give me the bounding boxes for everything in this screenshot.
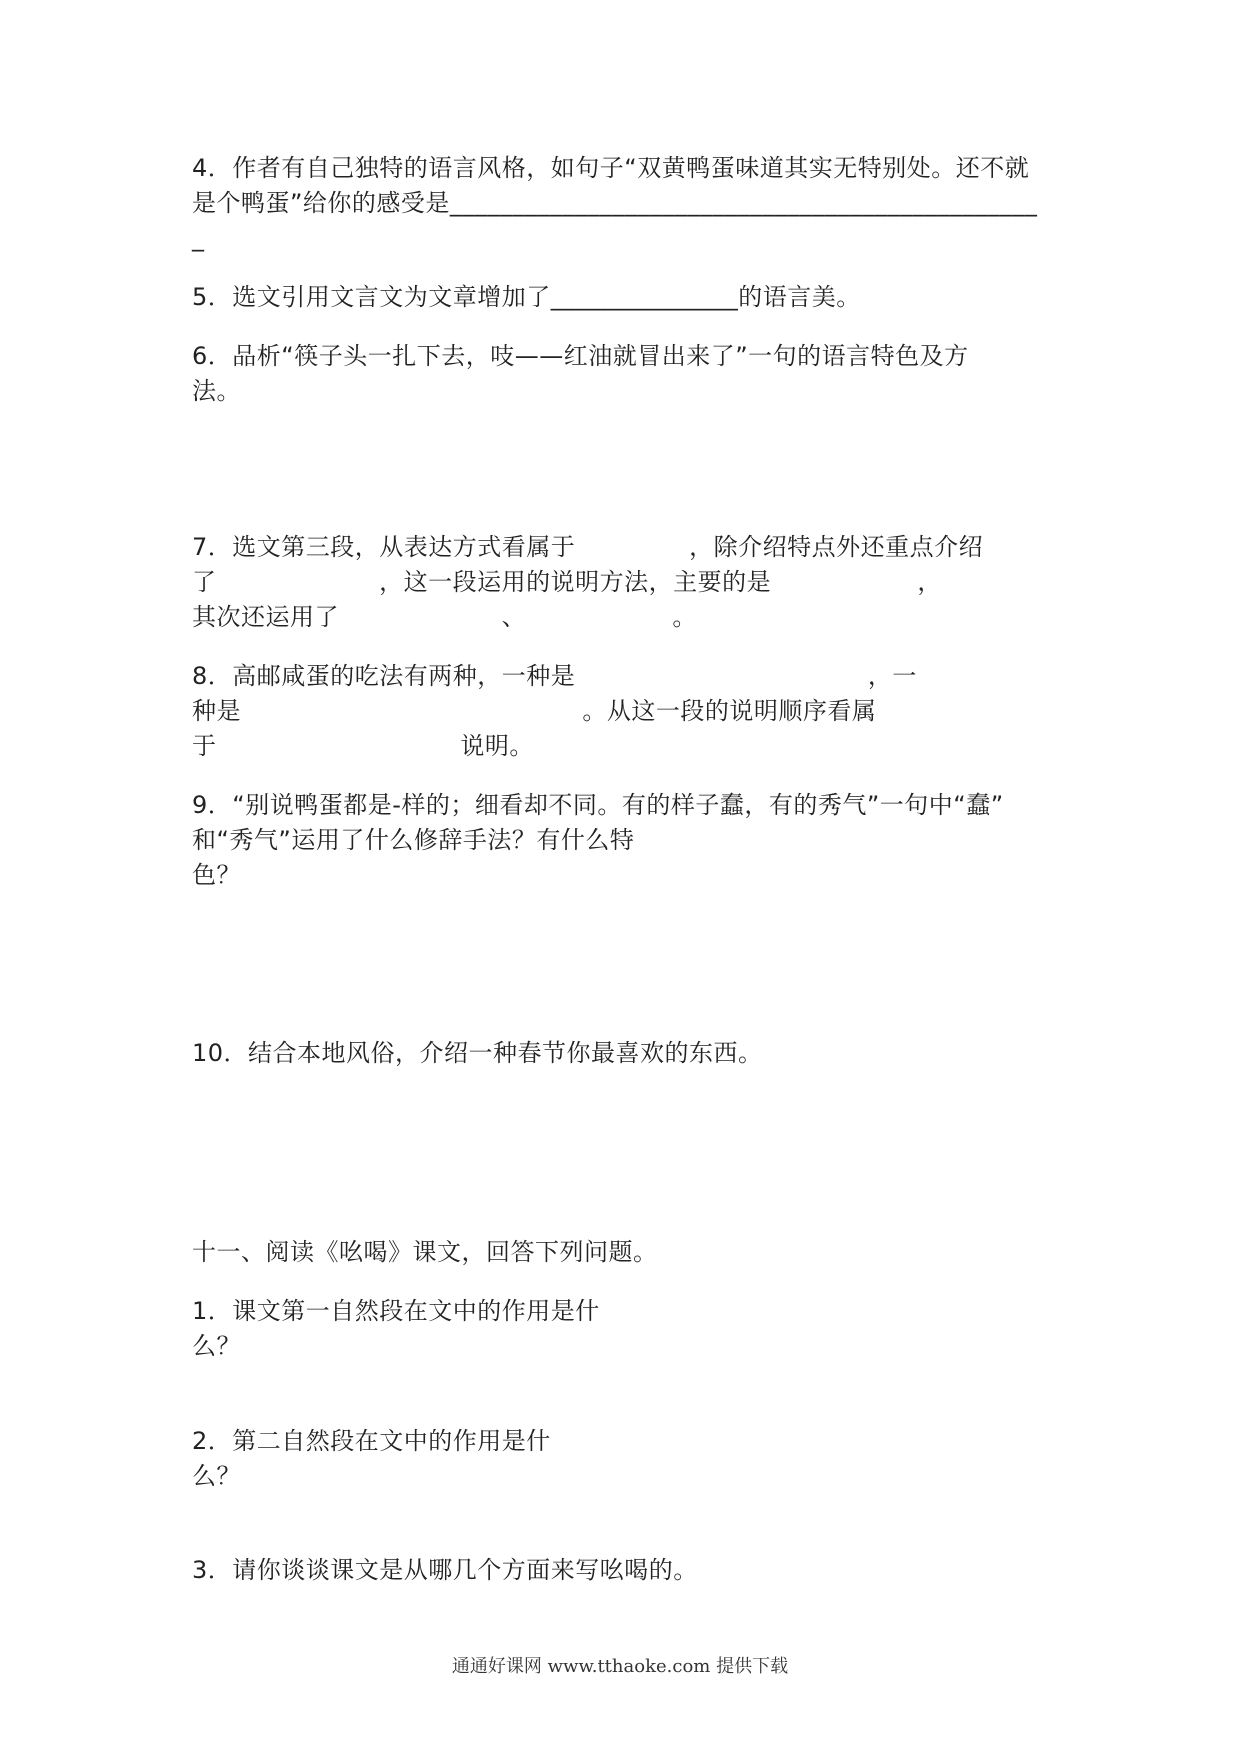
s11-q1-line-1: 1．课文第一自然段在文中的作用是什 <box>192 1297 600 1325</box>
s11-q2-line-1: 2．第二自然段在文中的作用是什 <box>192 1427 551 1455</box>
q4-line-1: 4．作者有自己独特的语言风格，如句子“双黄鸭蛋味道其实无特别处。还不就 <box>192 154 1030 182</box>
q8-line-2: 种是 。从这一段的说明顺序看属 <box>192 697 877 725</box>
q4-line-2: 是个鸭蛋”给你的感受是_______________________________________________ <box>192 189 1038 217</box>
q6-line-1: 6．品析“筷子头一扎下去，吱——红油就冒出来了”一句的语言特色及方 <box>192 342 969 370</box>
page-footer: 通通好课网 www.tthaoke.com 提供下载 <box>451 1656 789 1677</box>
q7-line-3: 其次还运用了 、 。 <box>192 603 697 631</box>
s11-q2-line-2: 么？ <box>192 1462 241 1490</box>
q9-line-3: 色？ <box>192 861 241 889</box>
q4-line-3: _ <box>192 224 205 252</box>
q9-line-1: 9．“别说鸭蛋都是-样的；细看却不同。有的样子蠢，有的秀气”一句中“蠢” <box>192 791 1004 819</box>
q7-line-2: 了 ，这一段运用的说明方法，主要的是 ， <box>192 568 942 596</box>
q8-line-3: 于 说明。 <box>192 732 534 760</box>
s11-q1-line-2: 么？ <box>192 1332 241 1360</box>
q8-line-1: 8．高邮咸蛋的吃法有两种，一种是 ，一 <box>192 662 917 690</box>
q7-line-1: 7．选文第三段，从表达方式看属于 ，除介绍特点外还重点介绍 <box>192 533 984 561</box>
section-11-title: 十一、阅读《吆喝》课文，回答下列问题。 <box>192 1238 658 1266</box>
q10-line-1: 10．结合本地风俗，介绍一种春节你最喜欢的东西。 <box>192 1039 763 1067</box>
q5-line-1: 5．选文引用文言文为文章增加了_______________的语言美。 <box>192 283 861 311</box>
s11-q3-line-1: 3．请你谈谈课文是从哪几个方面来写吆喝的。 <box>192 1556 698 1584</box>
q9-line-2: 和“秀气”运用了什么修辞手法？有什么特 <box>192 826 635 854</box>
q6-line-2: 法。 <box>192 377 241 405</box>
